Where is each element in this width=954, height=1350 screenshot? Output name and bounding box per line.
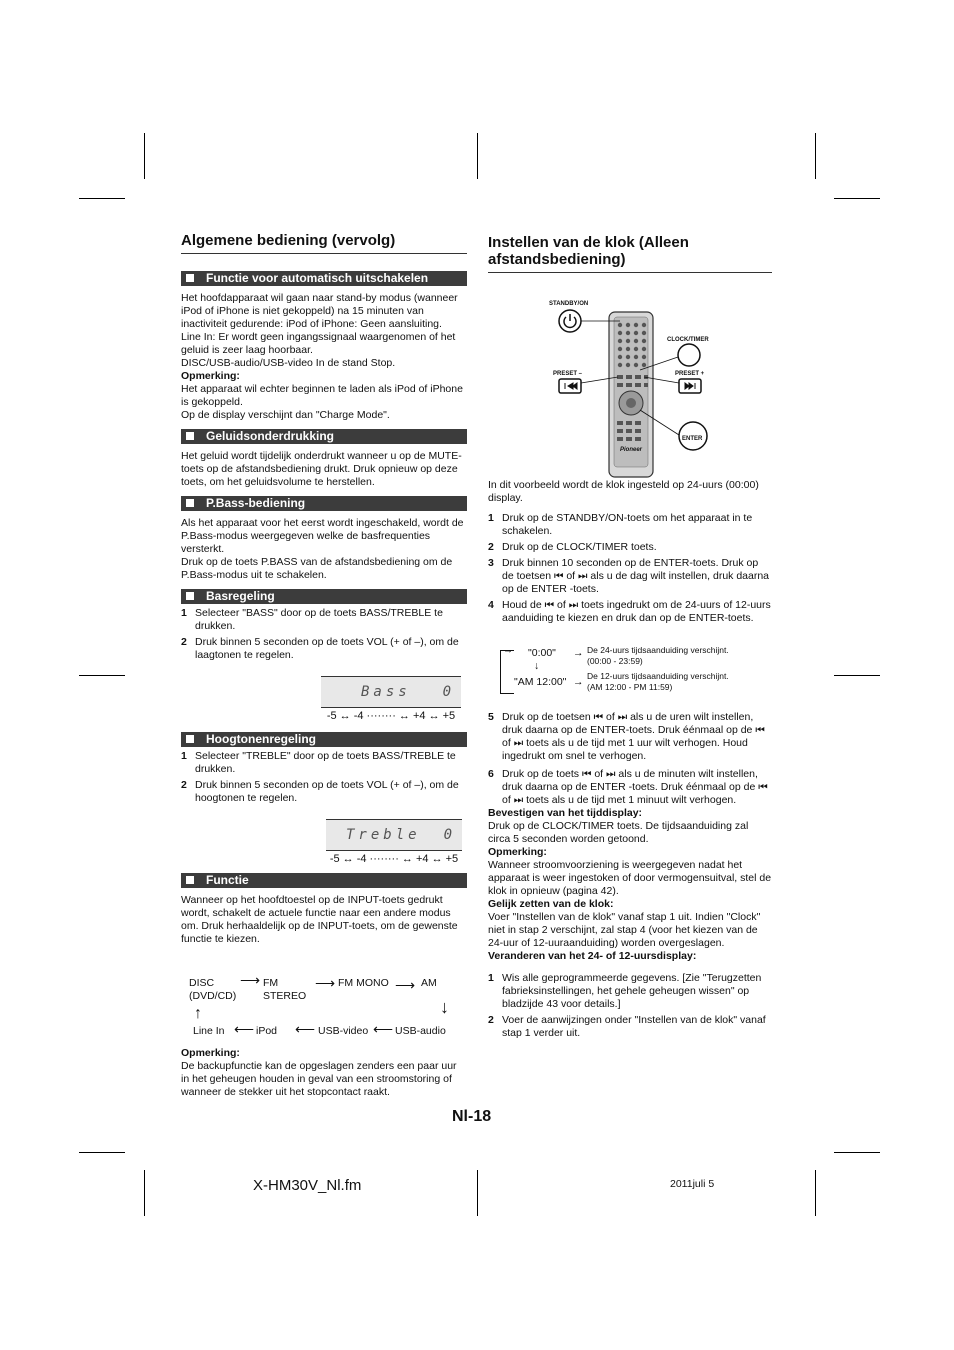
paragraph: Wanneer op het hoofdtoestel op de INPUT-toets gedrukt wordt, schakelt de actuele functie naar een andere modus om. Druk herhaaldelijk op de INPUT-toets, om de gewenste functie te kiezen. <box>181 894 458 945</box>
crop-mark <box>144 1170 145 1216</box>
step-text: Druk binnen 5 seconden op de toets VOL (+ of –), om de hoogtonen te regelen. <box>195 779 459 804</box>
crop-mark <box>815 1170 816 1216</box>
skip-forward-icon: ⏭ <box>513 737 524 749</box>
lcd-value: 0 <box>443 827 456 843</box>
footer-filename: X-HM30V_Nl.fm <box>253 1177 362 1194</box>
enter-label: ENTER <box>682 436 703 442</box>
arrow-left-icon: ⟵ <box>373 1021 394 1037</box>
list-item <box>488 768 772 807</box>
step-number: 1 <box>488 972 494 984</box>
list-item <box>181 607 467 633</box>
list-item <box>488 541 772 554</box>
paragraph: Het hoofdapparaat wil gaan naar stand-by modus (wanneer iPod of iPhone is niet gekoppeld) na 15 minuten van inactiviteit gedurende: iPod of iPhone: Geen aansluiting. <box>181 292 458 330</box>
skip-back-icon: ⏮ <box>553 570 564 582</box>
skip-forward-icon: ⏭ <box>578 570 588 582</box>
paragraph: Voer "Instellen van de klok" vanaf stap 1 uit. Indien "Clock" niet in stap 2 verschijnt, zal stap 4 (voor het kiezen van de 24-uur of 12-uuraanduiding) worden overgeslagen. <box>488 911 761 949</box>
list-item <box>488 557 772 596</box>
square-bullet-icon <box>186 876 194 884</box>
page-number: Nl-18 <box>452 1108 492 1125</box>
list-item <box>488 972 772 1011</box>
list-item <box>488 711 772 763</box>
section-title: Basregeling <box>206 589 275 603</box>
crop-mark <box>477 1170 478 1216</box>
step-text: Wis alle geprogrammeerde gegevens. [Zie "Terugzetten fabrieksinstellingen, het gehele geheugen wissen" op bladzijde 43 voor details.] <box>502 972 762 1010</box>
crop-mark <box>79 198 125 199</box>
section-bar-auto-off <box>181 271 467 286</box>
section-title: Functie voor automatisch uitschakelen <box>206 271 429 285</box>
paragraph: DISC/USB-audio/USB-video In de stand Stop. <box>181 357 396 369</box>
lcd-label: Bass <box>361 684 411 700</box>
clock-timer-label: CLOCK/TIMER <box>667 337 709 343</box>
sync-label: Gelijk zetten van de klok: <box>488 898 614 910</box>
step-text: toets ingedrukt om de 24-uurs of 12-uurs aanduiding te kiezen en druk dan op de ENTER-toets. <box>502 599 771 624</box>
section-title: Functie <box>206 873 249 887</box>
time-12h: "AM 12:00" <box>514 676 567 688</box>
page-title: Algemene bediening (vervolg) <box>181 232 467 254</box>
step-number: 5 <box>488 711 494 723</box>
lcd-label: Treble <box>346 827 421 843</box>
square-bullet-icon <box>186 592 194 600</box>
arrow-right-icon: → <box>573 647 584 659</box>
step-text: of <box>606 711 615 723</box>
paragraph: Als het apparaat voor het eerst wordt ingeschakeld, wordt de P.Bass-modus weergegeven welke de basfrequenties versterkt. <box>181 517 464 555</box>
lcd-display-treble <box>326 819 462 851</box>
section-title: Geluidsonderdrukking <box>206 429 335 443</box>
heading-line: Instellen van de klok (Alleen <box>488 234 689 251</box>
step-text: Druk binnen 10 seconden op de ENTER-toets. Druk op de toetsen <box>502 557 759 582</box>
clock-format-diagram <box>498 645 772 697</box>
list-item <box>181 779 467 805</box>
arrow-right-icon: → <box>503 645 513 656</box>
flow-usb-audio: USB-audio <box>395 1025 446 1037</box>
arrow-right-icon: ⟶ <box>315 975 336 991</box>
crop-mark <box>815 133 816 179</box>
crop-mark <box>144 133 145 179</box>
step-number: 1 <box>181 750 187 762</box>
step-text: Druk op de STANDBY/ON-toets om het apparaat in te schakelen. <box>502 512 753 537</box>
section-bar-function <box>181 873 467 888</box>
square-bullet-icon <box>186 432 194 440</box>
section-title-clock <box>488 234 772 273</box>
step-text: Selecteer "BASS" door op de toets BASS/TREBLE te drukken. <box>195 607 443 632</box>
step-text: of <box>502 737 511 749</box>
skip-back-icon: ⏮ <box>544 599 555 611</box>
paragraph: Druk op de toets P.BASS van de afstandsbediening om de P.Bass-modus uit te schakelen. <box>181 556 453 581</box>
section-bar-treble <box>181 732 467 747</box>
step-number: 6 <box>488 768 494 780</box>
arrow-down-icon: ↓ <box>440 997 449 1017</box>
paragraph: In dit voorbeeld wordt de klok ingesteld op 24-uurs (00:00) display. <box>488 479 759 504</box>
step-text: als u de minuten wilt instellen, druk daarna op de ENTER -toets. Druk éénmaal op de <box>502 768 758 793</box>
step-text: Druk op de CLOCK/TIMER toets. <box>502 541 657 553</box>
skip-forward-icon: ⏭ <box>606 768 616 780</box>
paragraph: Wanneer stroomvoorziening is weergegeven nadat het apparaat is weer ingestoken of door vermogensuitval, stel de klok in opnieuw (pagina 42). <box>488 859 772 897</box>
step-text: of <box>566 570 576 582</box>
diagram-line <box>500 693 514 694</box>
note-label: Opmerking: <box>181 1047 240 1059</box>
change-label: Veranderen van het 24- of 12-uursdisplay: <box>488 950 697 962</box>
skip-forward-icon: ⏭ <box>617 711 628 723</box>
flow-usb-video: USB-video <box>318 1025 369 1037</box>
crop-mark <box>834 198 880 199</box>
section-title: Hoogtonenregeling <box>206 732 316 746</box>
skip-forward-icon: ⏭ <box>513 794 524 806</box>
section-bar-mute <box>181 429 467 444</box>
section-title: P.Bass-bediening <box>206 496 306 510</box>
list-item <box>181 750 467 776</box>
note-label: Opmerking: <box>181 370 240 382</box>
arrow-left-icon: ⟵ <box>234 1021 255 1037</box>
paragraph: Line In: Er wordt geen ingangssignaal waargenomen of het geluid is zeer laag hoorbaar. <box>181 331 456 356</box>
footer-date: 2011juli 5 <box>670 1178 715 1190</box>
step-text: Houd de <box>502 599 542 611</box>
step-text: toets als u de tijd met 1 minuut wilt verhogen. <box>526 794 737 806</box>
flow-fm: FM <box>263 977 279 989</box>
standby-label: STANDBY/ON <box>549 301 589 307</box>
section-bar-pbass <box>181 496 467 511</box>
step-number: 3 <box>488 557 494 569</box>
step-text: Selecteer "TREBLE" door op de toets BASS/TREBLE te drukken. <box>195 750 456 775</box>
paragraph: De backupfunctie kan de opgeslagen zenders een paar uur in het geheugen houden in geval van een stroomstoring of wanneer de stekker uit het stopcontact raakt. <box>181 1060 457 1098</box>
section-bar-bass <box>181 589 467 604</box>
crop-mark <box>477 133 478 179</box>
step-text: Druk op de toetsen <box>502 711 591 723</box>
step-text: of <box>502 794 511 806</box>
crop-mark <box>79 1152 125 1153</box>
list-item <box>488 599 772 625</box>
step-number: 1 <box>488 512 494 524</box>
function-note <box>181 1047 467 1099</box>
skip-back-icon: ⏮ <box>755 724 765 736</box>
flow-disc-sub: (DVD/CD) <box>189 990 237 1002</box>
range-scale: -5 ↔ -4 ········ ↔ +4 ↔ +5 <box>329 853 459 865</box>
preset-plus-label: PRESET + <box>675 371 705 377</box>
brand-logo: Pioneer <box>620 447 643 453</box>
skip-back-icon: ⏮ <box>581 768 592 780</box>
lcd-display-bass <box>321 676 461 708</box>
right-column <box>488 234 772 273</box>
step-text: Druk binnen 5 seconden op de toets VOL (+ of –), om de laagtonen te regelen. <box>195 636 459 661</box>
paragraph: Druk op de CLOCK/TIMER toets. De tijdsaanduiding zal circa 5 seconden worden getoond. <box>488 820 749 845</box>
step-number: 1 <box>181 607 187 619</box>
function-flow-diagram <box>181 972 467 1045</box>
remote-control-illustration <box>540 295 720 480</box>
paragraph: Op de display verschijnt dan "Charge Mode". <box>181 409 390 421</box>
range-scale: -5 ↔ -4 ········ ↔ +4 ↔ +5 <box>326 710 456 722</box>
crop-mark <box>834 675 880 676</box>
left-column <box>181 232 467 946</box>
time-24h: "0:00" <box>528 647 556 659</box>
flow-am: AM <box>421 977 437 989</box>
format-desc: De 24-uurs tijdsaanduiding verschijnt. <box>587 645 729 655</box>
step-number: 2 <box>488 541 494 553</box>
arrow-right-icon: ⟶ <box>240 972 261 988</box>
crop-mark <box>79 675 125 676</box>
heading-line: afstandsbediening) <box>488 251 626 268</box>
step-number: 2 <box>181 779 187 791</box>
step-text: of <box>557 599 566 611</box>
skip-back-icon: ⏮ <box>593 711 604 723</box>
format-range: (00:00 - 23:59) <box>587 656 643 666</box>
step-text: of <box>594 768 604 780</box>
step-text: toets als u de tijd met 1 uur wilt verhogen. Houd ingedrukt om snel te verhogen. <box>502 737 748 762</box>
skip-back-icon: ⏮ <box>758 781 768 793</box>
flow-line-in: Line In <box>193 1025 225 1037</box>
list-item <box>488 1014 772 1040</box>
list-item <box>181 636 467 662</box>
flow-disc: DISC <box>189 977 215 989</box>
arrow-left-icon: ⟵ <box>295 1021 316 1037</box>
skip-forward-icon: ⏭ <box>568 599 579 611</box>
step-text: als u de dag wilt instellen, druk daarna op de ENTER -toets. <box>502 570 770 595</box>
lcd-value: 0 <box>442 684 455 700</box>
step-number: 2 <box>488 1014 494 1026</box>
diagram-line <box>500 650 501 693</box>
confirm-label: Bevestigen van het tijddisplay: <box>488 807 643 819</box>
square-bullet-icon <box>186 499 194 507</box>
step-number: 2 <box>181 636 187 648</box>
flow-fm-mono: FM MONO <box>338 977 389 989</box>
crop-mark <box>834 1152 880 1153</box>
arrow-right-icon: → <box>573 676 584 688</box>
square-bullet-icon <box>186 274 194 282</box>
note-label: Opmerking: <box>488 846 547 858</box>
preset-minus-label: PRESET – <box>553 371 583 377</box>
arrow-up-icon: ↑ <box>194 1005 202 1022</box>
flow-fm-sub: STEREO <box>263 990 307 1002</box>
step-number: 4 <box>488 599 494 611</box>
arrow-down-icon: ↓ <box>534 660 540 672</box>
format-desc: De 12-uurs tijdsaanduiding verschijnt. <box>587 671 729 681</box>
list-item <box>488 512 772 538</box>
paragraph: Het apparaat wil echter beginnen te laden als iPod of iPhone is gekoppeld. <box>181 383 463 408</box>
arrow-right-icon: ⟶ <box>395 977 416 993</box>
square-bullet-icon <box>186 735 194 743</box>
step-text: als u de uren wilt instellen, druk daarna op de ENTER-toets. Druk éénmaal op de <box>502 711 754 736</box>
step-text: Druk op de toets <box>502 768 580 780</box>
flow-ipod: iPod <box>256 1025 278 1037</box>
step-text: Voer de aanwijzingen onder "Instellen van de klok" vanaf stap 1 verder uit. <box>502 1014 766 1039</box>
clock-instructions <box>488 479 772 625</box>
clock-instructions-2 <box>488 708 772 1040</box>
paragraph: Het geluid wordt tijdelijk onderdrukt wanneer u op de MUTE-toets op de afstandsbediening drukt. Druk opnieuw op deze toets, om het geluidsvolume te herstellen. <box>181 450 462 488</box>
format-range: (AM 12:00 - PM 11:59) <box>587 682 673 692</box>
